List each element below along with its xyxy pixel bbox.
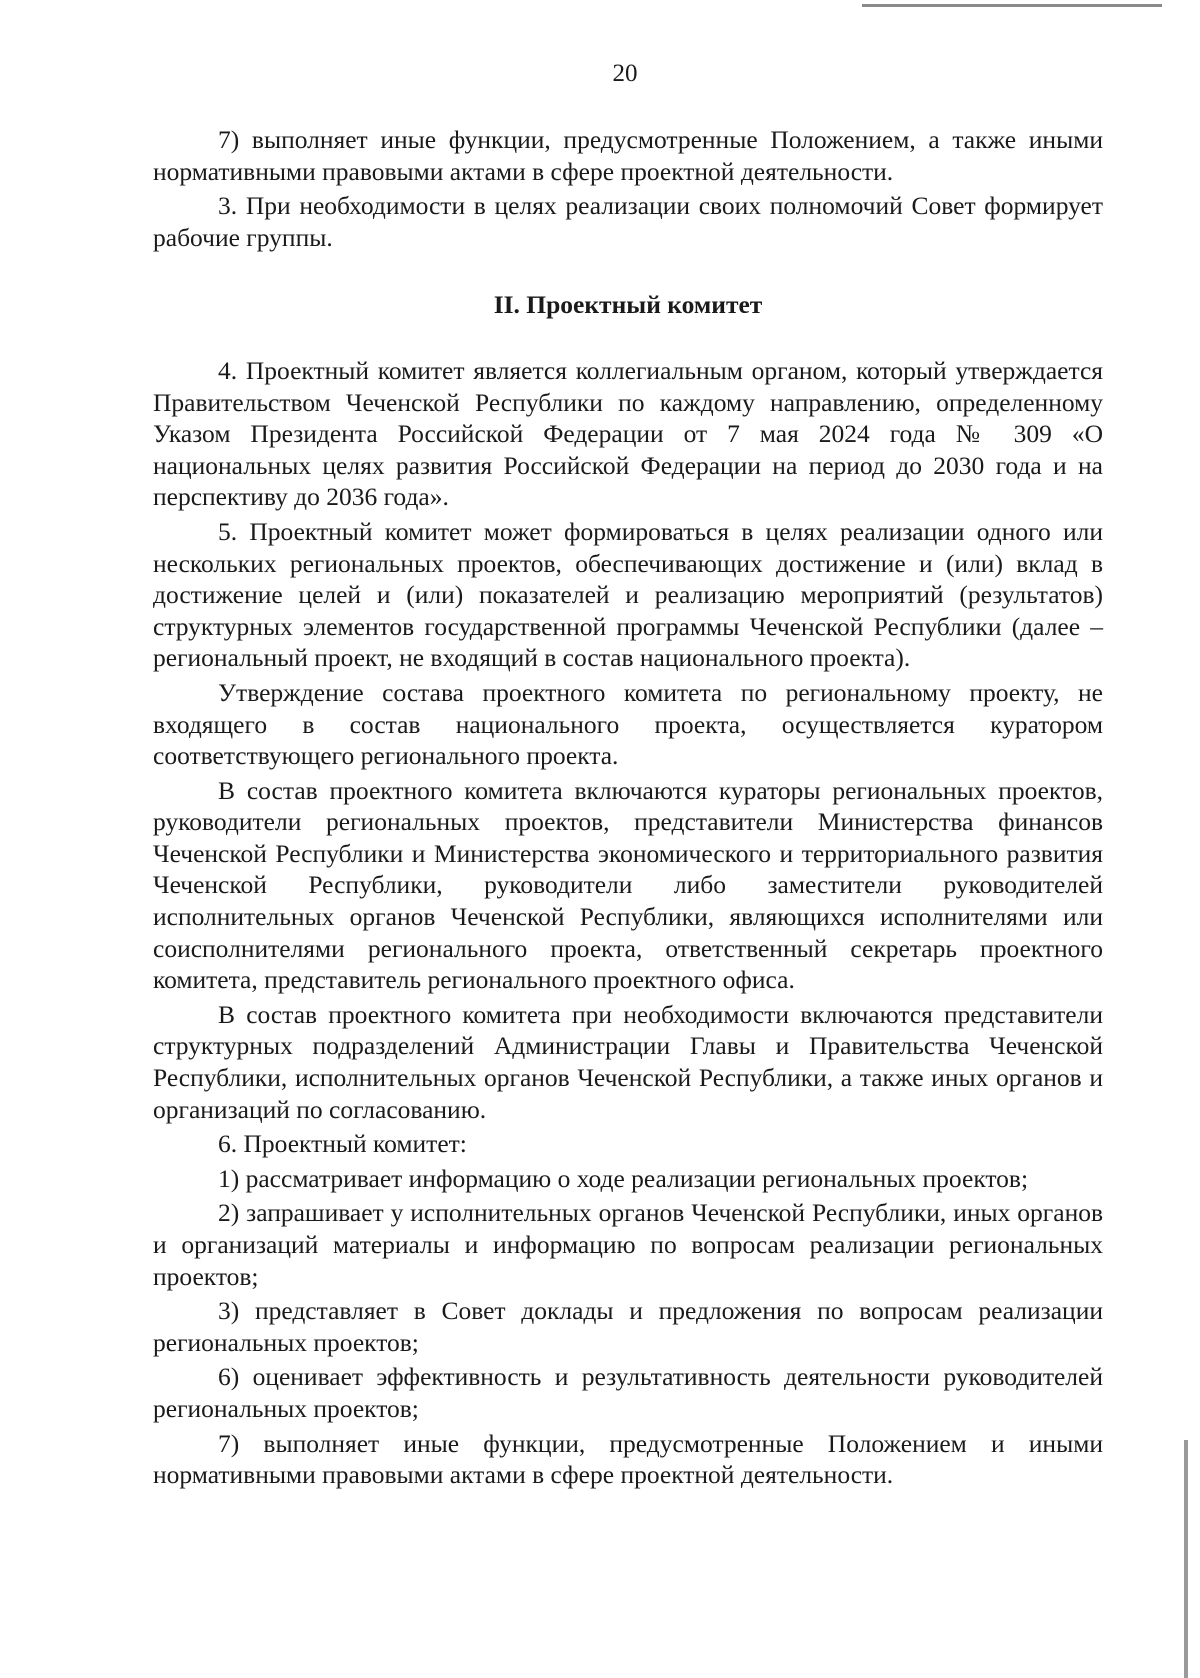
paragraph: 5. Проектный комитет может формироваться в целях реализации одного или нескольких региональных проектов, обеспечивающих достижение и (или) вклад в достижение целей и (или) показателей и реализацию мероприятий (результатов) структурных элементов государственной программы Чеченской Республики (далее – региональный проект, не входящий в состав национального проекта). — [153, 516, 1103, 673]
list-item: 1) рассматривает информацию о ходе реализации региональных проектов; — [218, 1163, 1029, 1193]
section-title: II. Проектный комитет — [493, 290, 763, 320]
document-body — [153, 124, 1103, 1491]
paragraph: Утверждение состава проектного комитета по региональному проекту, не входящего в состав национального проекта, осуществляется куратором соответствующего регионального проекта. — [153, 677, 1103, 771]
page-number: 20 — [612, 60, 638, 87]
paragraph: 6. Проектный комитет: — [218, 1129, 467, 1159]
list-item: 6) оценивает эффективность и результативность деятельности руководителей региональных проектов; — [153, 1362, 1103, 1423]
paragraph: 4. Проектный комитет является коллегиальным органом, который утверждается Правительством Чеченской Республики по каждому направлению, определенному Указом Президента Российской Федерации от 7 мая 2024 года № 309 «О национальных целях развития Российской Федерации на период до 2030 года и на перспективу до 2036 года». — [153, 355, 1103, 512]
list-item: 7) выполняет иные функции, предусмотренные Положением и иными нормативными правовыми актами в сфере проектной деятельности. — [153, 1428, 1103, 1490]
scan-artifact-edge — [1184, 1440, 1188, 1678]
paragraph: 7) выполняет иные функции, предусмотренные Положением, а также иными нормативными правовыми актами в сфере проектной деятельности. — [153, 125, 1103, 186]
list-item: 3) представляет в Совет доклады и предложения по вопросам реализации региональных проектов; — [153, 1296, 1103, 1357]
paragraph: 3. При необходимости в целях реализации своих полномочий Совет формирует рабочие группы. — [153, 191, 1103, 252]
scan-artifact-line — [862, 4, 1162, 7]
paragraph: В состав проектного комитета включаются кураторы региональных проектов, руководители региональных проектов, представители Министерства финансов Чеченской Республики и Министерства экономического и территориального развития Чеченской Республики, руководители либо заместители руководителей исполнительных органов Чеченской Республики, являющихся исполнителями или соисполнителями регионального проекта, ответственный секретарь проектного комитета, представитель регионального проектного офиса. — [153, 775, 1103, 995]
list-item: 2) запрашивает у исполнительных органов Чеченской Республики, иных органов и организаций материалы и информацию по вопросам реализации региональных проектов; — [153, 1198, 1103, 1291]
paragraph: В состав проектного комитета при необходимости включаются представители структурных подразделений Администрации Главы и Правительства Чеченской Республики, исполнительных органов Чеченской Республики, а также иных органов и организаций по согласованию. — [153, 999, 1103, 1124]
